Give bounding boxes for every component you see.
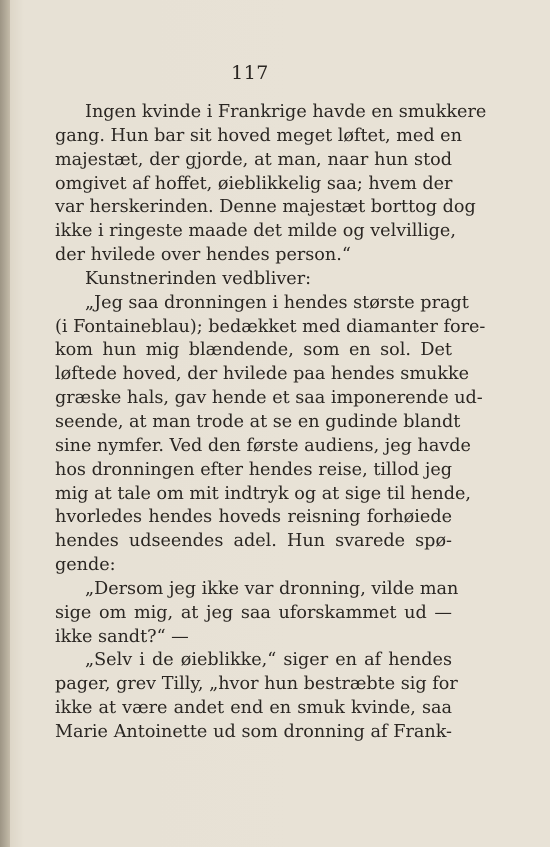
text-line: Kunstnerinden vedbliver: (85, 268, 312, 289)
text-line: var herskerinden. Denne majestæt borttog dog (55, 197, 476, 218)
text-line: kom hun mig blændende, som en sol. Det (55, 340, 452, 361)
text-line: gang. Hun bar sit hoved meget løftet, med en (55, 125, 462, 146)
text-line: omgivet af hoffet, øieblikkelig saa; hvem der (55, 173, 453, 194)
text-line: Marie Antoinette ud som dronning af Frank- (55, 721, 452, 742)
text-line: majestæt, der gjorde, at man, naar hun stod (55, 149, 452, 170)
text-line: (i Fontaineblau); bedækket med diamanter fore- (55, 316, 486, 337)
text-line: „Dersom jeg ikke var dronning, vilde man (85, 578, 459, 599)
text-line: græske hals, gav hende et saa imponerende ud- (55, 388, 483, 409)
text-line: ikke i ringeste maade det milde og velvillige, (55, 221, 456, 242)
text-line: „Selv i de øieblikke,“ siger en af hendes (85, 650, 452, 671)
text-line: pager, grev Tilly, „hvor hun bestræbte sig for (55, 674, 458, 695)
binding-shadow (0, 0, 10, 847)
text-line: seende, at man trode at se en gudinde blandt (55, 411, 461, 432)
text-line: sine nymfer. Ved den første audiens, jeg havde (55, 435, 471, 456)
text-line: mig at tale om mit indtryk og at sige til hende, (55, 483, 472, 504)
text-line: ikke at være andet end en smuk kvinde, saa (55, 698, 452, 719)
body-text (55, 101, 487, 745)
text-line: hos dronningen efter hendes reise, tillod jeg (55, 459, 452, 480)
text-line: hendes udseendes adel. Hun svarede spø- (55, 531, 452, 552)
text-line: gende: (55, 555, 116, 576)
text-line: løftede hoved, der hvilede paa hendes smukke (55, 364, 470, 385)
text-line: hvorledes hendes hoveds reisning forhøiede (55, 507, 452, 528)
text-line: Ingen kvinde i Frankrige havde en smukkere (85, 102, 487, 122)
text-line: sige om mig, at jeg saa uforskammet ud — (55, 602, 452, 623)
text-line: ikke sandt?“ — (55, 626, 189, 647)
page-number: 117 (231, 62, 269, 84)
text-line: „Jeg saa dronningen i hendes største pragt (85, 292, 469, 313)
text-line: der hvilede over hendes person.“ (55, 245, 351, 266)
